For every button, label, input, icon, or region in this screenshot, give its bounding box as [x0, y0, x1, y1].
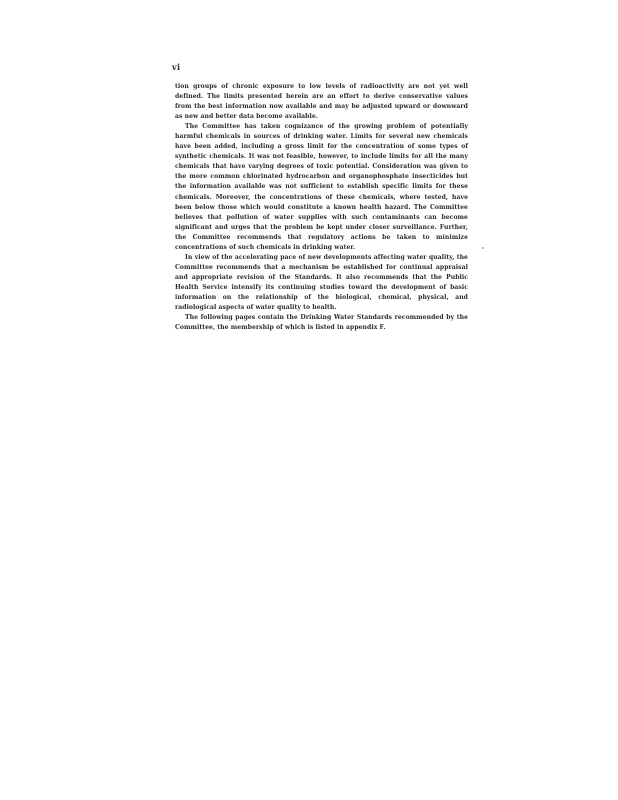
paragraph: tion groups of chronic exposure to low levels of radioactivity are not yet well defined. The limits presented herein are an effort to derive conservative values from the best information now available and may be adjusted upward or downward as new and better data become available. [175, 83, 468, 121]
scan-speck [482, 247, 484, 249]
page-number: vi [172, 62, 181, 72]
body-text [175, 82, 468, 333]
paragraph: In view of the accelerating pace of new developments affecting water quality, the Committee recommends that a mechanism be established for continual appraisal and appropriate revision of the Standards. It also recommends that the Public Health Service intensify its continuing studies toward the development of basic information on the relationship of the biological, chemical, physical, and radiological aspects of water quality to health. [175, 253, 468, 312]
paragraph: The following pages contain the Drinking Water Standards recommended by the Committee, the membership of which is listed in appendix F. [175, 314, 468, 332]
paragraph: The Committee has taken cognizance of the growing problem of potentially harmful chemicals in sources of drinking water. Limits for several new chemicals have been added, including a gross limit for the concentration of some types of synthetic chemicals. It was not feasible, however, to include limits for all the many chemicals that have varying degrees of toxic potential. Consideration was given to the more common chlorinated hydrocarbon and organophosphate insecticides but the information available was not sufficient to establish specific limits for these chemicals. Moreover, the concentrations of these chemicals, where tested, have been below those which would constitute a known health hazard. The Committee believes that pollution of water supplies with such contaminants can become significant and urges that the problem be kept under closer surveillance. Further, the Committee recommends that regulatory actions be taken to minimize concentrations of such chemicals in drinking water. [175, 123, 468, 251]
